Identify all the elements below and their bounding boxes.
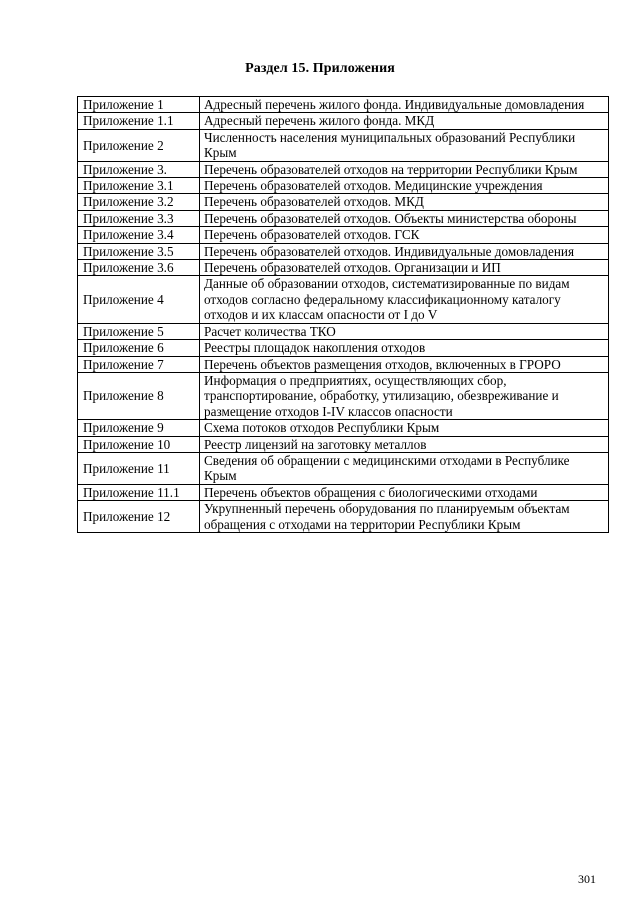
appendix-description: Перечень образователей отходов. Организации и ИП [200,260,609,276]
appendix-label: Приложение 5 [78,323,200,339]
table-row [78,97,609,113]
table-row [78,372,609,419]
table-row [78,113,609,129]
table-row [78,340,609,356]
appendix-description: Реестры площадок накопления отходов [200,340,609,356]
appendix-description: Перечень образователей отходов. Медицинские учреждения [200,178,609,194]
appendix-label: Приложение 11.1 [78,484,200,500]
table-row [78,178,609,194]
appendix-label: Приложение 3.4 [78,227,200,243]
appendix-description: Укрупненный перечень оборудования по планируемым объектам обращения с отходами на территории Республики Крым [200,501,609,533]
appendix-description: Информация о предприятиях, осуществляющих сбор, транспортирование, обработку, утилизацию, обезвреживание и размещение отходов I-IV классов опасности [200,372,609,419]
appendix-label: Приложение 8 [78,372,200,419]
page-number: 301 [578,872,596,886]
appendix-label: Приложение 3.1 [78,178,200,194]
table-row [78,243,609,259]
appendix-description: Адресный перечень жилого фонда. МКД [200,113,609,129]
table-row [78,356,609,372]
appendix-label: Приложение 10 [78,436,200,452]
table-row [78,210,609,226]
appendix-description: Перечень образователей отходов. Индивидуальные домовладения [200,243,609,259]
appendix-label: Приложение 12 [78,501,200,533]
appendix-description: Перечень образователей отходов. Объекты министерства обороны [200,210,609,226]
table-row [78,436,609,452]
appendix-description: Адресный перечень жилого фонда. Индивидуальные домовладения [200,97,609,113]
table-row [78,323,609,339]
appendix-description: Перечень образователей отходов. ГСК [200,227,609,243]
appendix-description: Перечень образователей отходов на территории Республики Крым [200,161,609,177]
table-row [78,276,609,323]
table-row [78,161,609,177]
appendix-description: Сведения об обращении с медицинскими отходами в Республике Крым [200,452,609,484]
table-row [78,260,609,276]
appendix-description: Численность населения муниципальных образований Республики Крым [200,129,609,161]
appendix-description: Реестр лицензий на заготовку металлов [200,436,609,452]
appendix-label: Приложение 4 [78,276,200,323]
appendix-label: Приложение 9 [78,420,200,436]
appendix-description: Перечень объектов обращения с биологическими отходами [200,484,609,500]
appendix-table-body [78,97,609,533]
appendix-description: Перечень образователей отходов. МКД [200,194,609,210]
appendix-table [77,96,609,533]
table-row [78,129,609,161]
appendix-label: Приложение 3.2 [78,194,200,210]
table-row [78,227,609,243]
appendix-label: Приложение 1 [78,97,200,113]
appendix-description: Схема потоков отходов Республики Крым [200,420,609,436]
appendix-label: Приложение 3.3 [78,210,200,226]
appendix-label: Приложение 3. [78,161,200,177]
table-row [78,452,609,484]
table-row [78,484,609,500]
appendix-label: Приложение 6 [78,340,200,356]
table-row [78,501,609,533]
table-row [78,420,609,436]
table-row [78,194,609,210]
section-title: Раздел 15. Приложения [245,61,395,76]
appendix-label: Приложение 2 [78,129,200,161]
appendix-description: Расчет количества ТКО [200,323,609,339]
appendix-label: Приложение 1.1 [78,113,200,129]
appendix-label: Приложение 3.6 [78,260,200,276]
appendix-description: Перечень объектов размещения отходов, включенных в ГРОРО [200,356,609,372]
appendix-label: Приложение 7 [78,356,200,372]
appendix-label: Приложение 3.5 [78,243,200,259]
appendix-description: Данные об образовании отходов, систематизированные по видам отходов согласно федеральному классификационному каталогу отходов и их классам опасности от I до V [200,276,609,323]
appendix-label: Приложение 11 [78,452,200,484]
